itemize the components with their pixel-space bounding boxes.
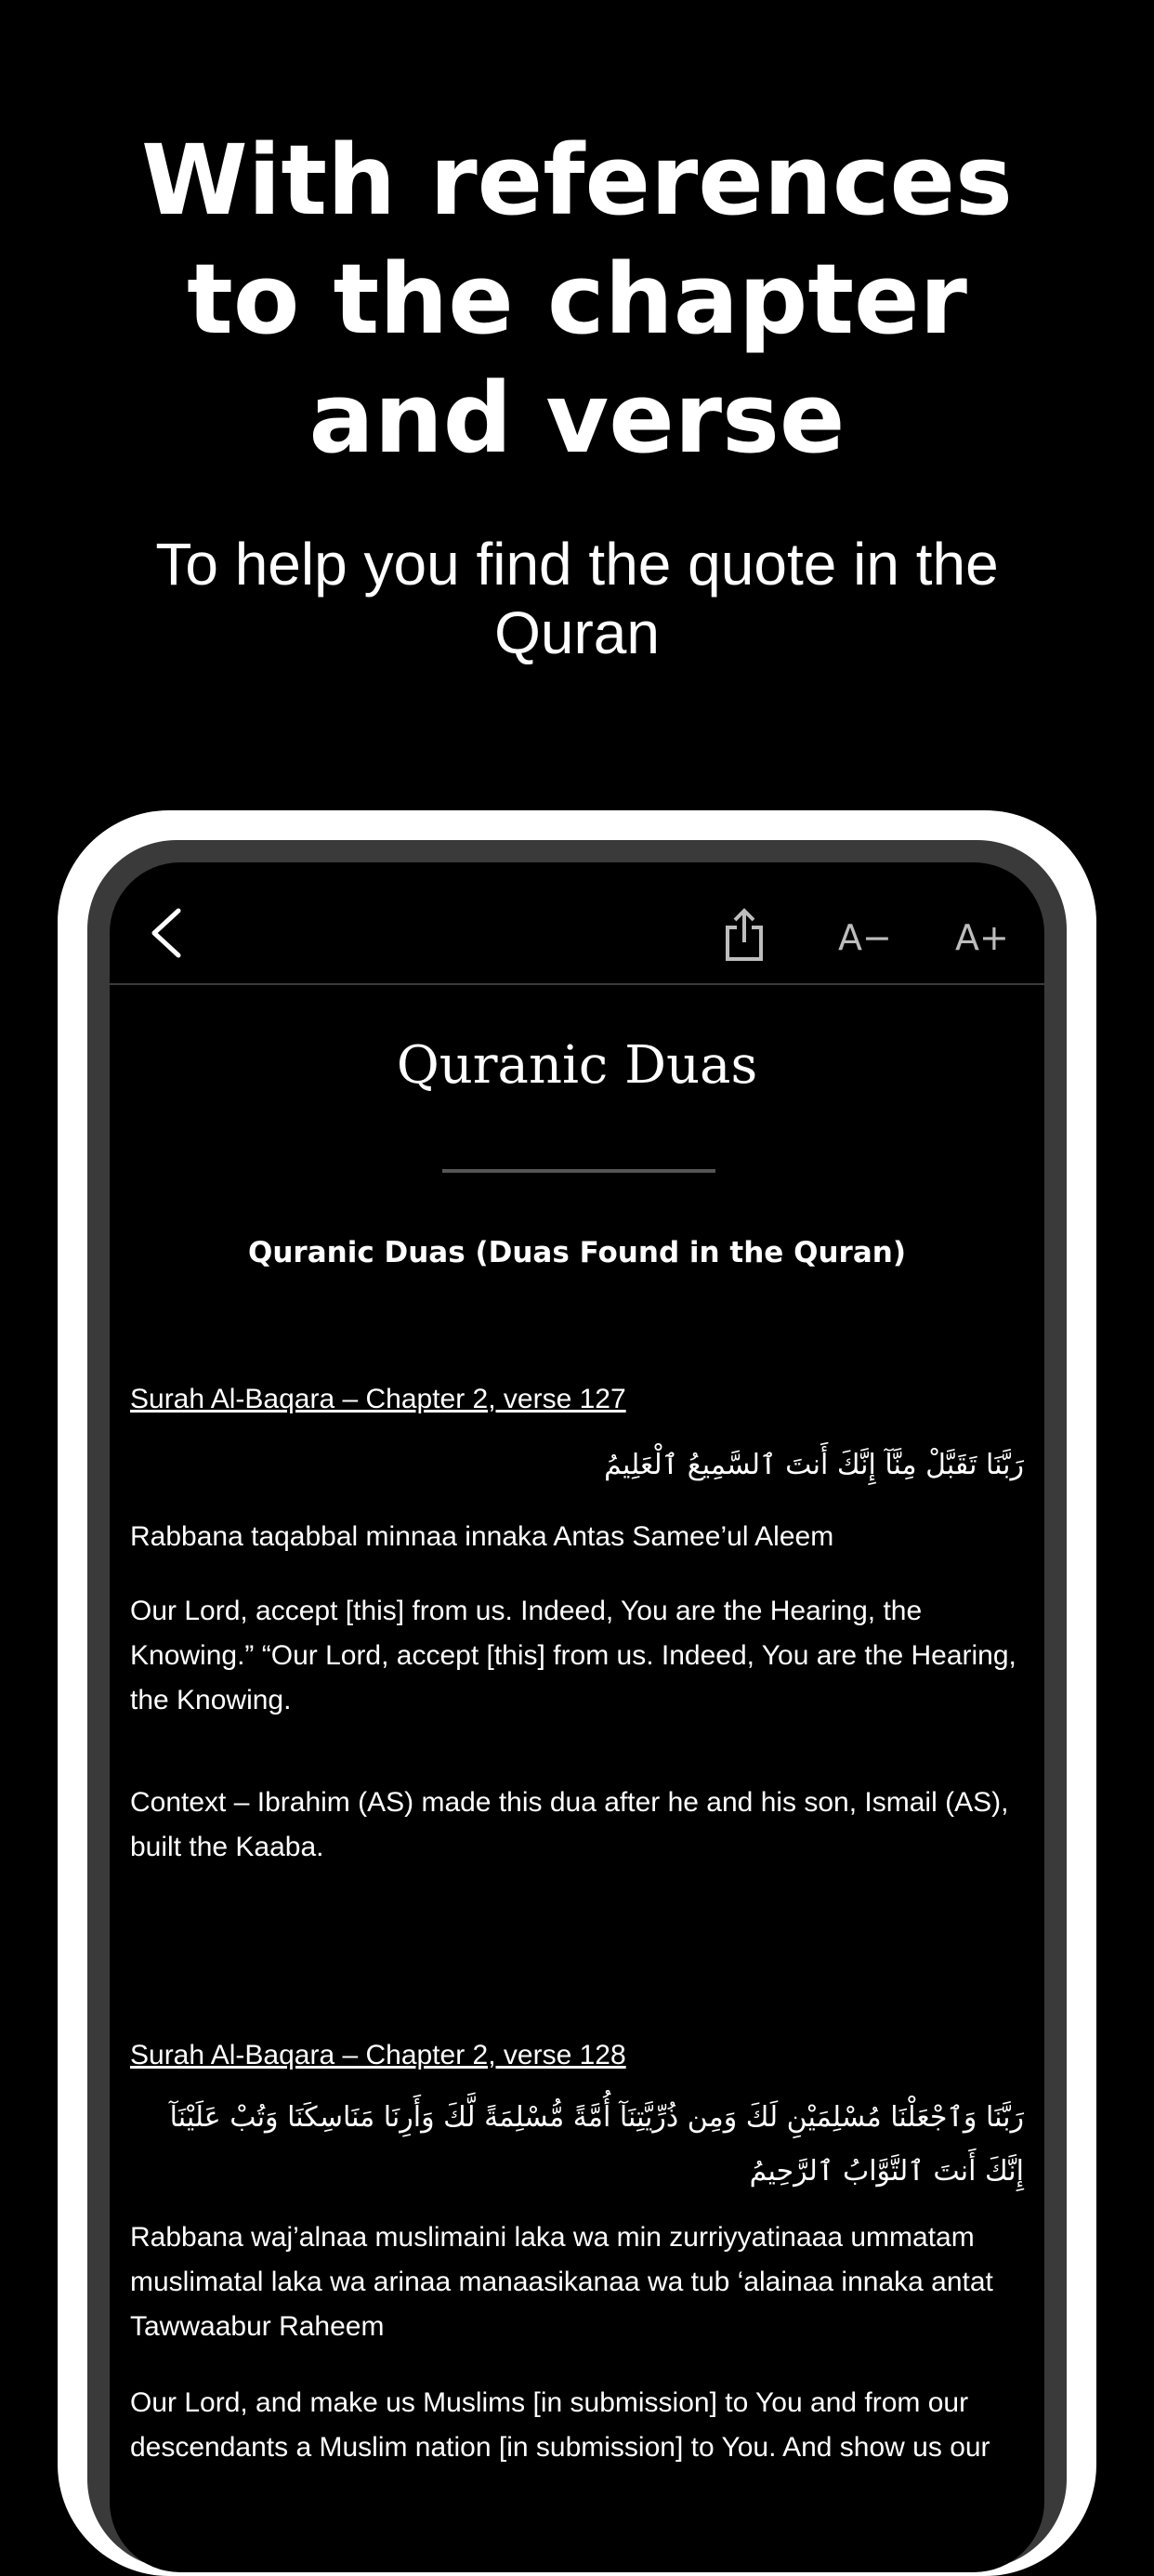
phone-screen: [110, 862, 1044, 2572]
arabic-verse: رَبَّنَا تَقَبَّلْ مِنَّآ إِنَّكَ أَنتَ ٱلسَّمِيعُ ٱلْعَلِيمُ: [604, 1449, 1024, 1481]
verse-reference-text[interactable]: Surah Al-Baqara – Chapter 2, verse 128: [130, 2040, 626, 2070]
share-button[interactable]: [723, 907, 766, 963]
title-divider: [442, 1169, 715, 1173]
chevron-left-icon: [143, 905, 190, 961]
context-note: Context – Ibrahim (AS) made this dua after he and his son, Ismail (AS), built the Kaaba.: [130, 1787, 1009, 1862]
verse-reference-text[interactable]: Surah Al-Baqara – Chapter 2, verse 127: [130, 1384, 626, 1414]
back-button[interactable]: [143, 905, 190, 961]
arabic-verse: رَبَّنَا وَٱجْعَلْنَا مُسْلِمَيْنِ لَكَ وَمِن ذُرِّيَّتِنَآ أُمَّةً مُّسْلِمَةً لَّكَ وَأَرِنَا مَنَاسِكَنَا وَتُبْ عَلَيْنَآ إِنَّكَ أَنتَ ٱلتَّوَّابُ ٱلرَّحِيمُ: [169, 2101, 1024, 2188]
translation: Our Lord, and make us Muslims [in submission] to You and from our descendants a Muslim nation [in submission] to You. And show us our: [130, 2387, 990, 2463]
transliteration: Rabbana taqabbal minnaa innaka Antas Samee’ul Aleem: [130, 1521, 834, 1552]
promo-subhead: To help you find the quote in the Quran: [155, 531, 999, 666]
font-decrease-button[interactable]: A−: [838, 917, 892, 958]
verse-reference-link[interactable]: [130, 1377, 1024, 1422]
toolbar: [110, 862, 1044, 985]
section-heading: Quranic Duas (Duas Found in the Quran): [248, 1236, 906, 1269]
translation: Our Lord, accept [this] from us. Indeed, You are the Hearing, the Knowing.” “Our Lord, accept [this] from us. Indeed, You are the Hearing, the Knowing.: [130, 1596, 1016, 1715]
verse-reference-link[interactable]: [130, 2033, 1024, 2078]
share-icon: [723, 907, 766, 963]
font-increase-button[interactable]: A+: [955, 917, 1009, 958]
page-title: Quranic Duas: [396, 1035, 758, 1096]
transliteration: Rabbana waj’alnaa muslimaini laka wa min zurriyyatinaaa ummatam muslimatal laka wa arinaa manaasikanaa wa tub ‘alainaa innaka antat Tawwaabur Raheem: [130, 2222, 993, 2342]
promo-headline: With references to the chapter and verse: [141, 124, 1013, 475]
